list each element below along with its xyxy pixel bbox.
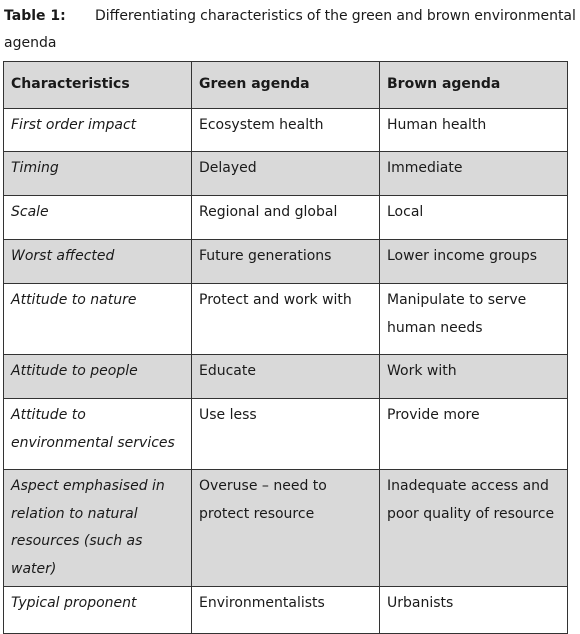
brown-agenda-cell: Inadequate access and poor quality of resource	[380, 470, 568, 587]
caption-label: Table 1:	[4, 8, 66, 24]
table-row	[4, 470, 568, 587]
characteristic-cell: Worst affected	[4, 240, 192, 284]
characteristic-cell: Attitude to environmental services	[4, 399, 192, 470]
characteristics-table	[3, 61, 568, 634]
brown-agenda-cell: Human health	[380, 109, 568, 152]
caption-word: and	[396, 8, 423, 24]
header-characteristics: Characteristics	[4, 62, 192, 109]
table-row	[4, 355, 568, 399]
green-agenda-cell: Use less	[192, 399, 380, 470]
caption-line-1	[4, 3, 576, 30]
brown-agenda-cell: Manipulate to serve human needs	[380, 284, 568, 355]
caption-word: the	[324, 8, 348, 24]
header-green-agenda: Green agenda	[192, 62, 380, 109]
characteristic-cell: Timing	[4, 152, 192, 196]
characteristic-cell: Scale	[4, 196, 192, 240]
characteristic-cell: Aspect emphasised in relation to natural resources (such as water)	[4, 470, 192, 587]
brown-agenda-cell: Work with	[380, 355, 568, 399]
caption-word: characteristics	[200, 8, 303, 24]
caption-word: environmental	[474, 8, 576, 24]
brown-agenda-cell: Provide more	[380, 399, 568, 470]
caption-title-line-2: agenda	[4, 35, 57, 51]
table-row	[4, 240, 568, 284]
green-agenda-cell: Regional and global	[192, 196, 380, 240]
brown-agenda-cell: Immediate	[380, 152, 568, 196]
caption-word: Differentiating	[95, 8, 196, 24]
table-row	[4, 284, 568, 355]
brown-agenda-cell: Lower income groups	[380, 240, 568, 284]
brown-agenda-cell: Urbanists	[380, 587, 568, 634]
green-agenda-cell: Educate	[192, 355, 380, 399]
table-row	[4, 152, 568, 196]
table-row	[4, 399, 568, 470]
header-brown-agenda: Brown agenda	[380, 62, 568, 109]
green-agenda-cell: Future generations	[192, 240, 380, 284]
caption-word: green	[351, 8, 393, 24]
table-row	[4, 196, 568, 240]
characteristic-cell: First order impact	[4, 109, 192, 152]
table-row	[4, 109, 568, 152]
green-agenda-cell: Delayed	[192, 152, 380, 196]
brown-agenda-cell: Local	[380, 196, 568, 240]
caption-word: brown	[426, 8, 471, 24]
table-header-row	[4, 62, 568, 109]
green-agenda-cell: Protect and work with	[192, 284, 380, 355]
table-caption	[4, 3, 576, 57]
characteristic-cell: Typical proponent	[4, 587, 192, 634]
green-agenda-cell: Ecosystem health	[192, 109, 380, 152]
caption-title-line-1	[95, 3, 576, 30]
characteristic-cell: Attitude to nature	[4, 284, 192, 355]
green-agenda-cell: Environmentalists	[192, 587, 380, 634]
characteristic-cell: Attitude to people	[4, 355, 192, 399]
table-row	[4, 587, 568, 634]
caption-word: of	[306, 8, 321, 24]
green-agenda-cell: Overuse – need to protect resource	[192, 470, 380, 587]
